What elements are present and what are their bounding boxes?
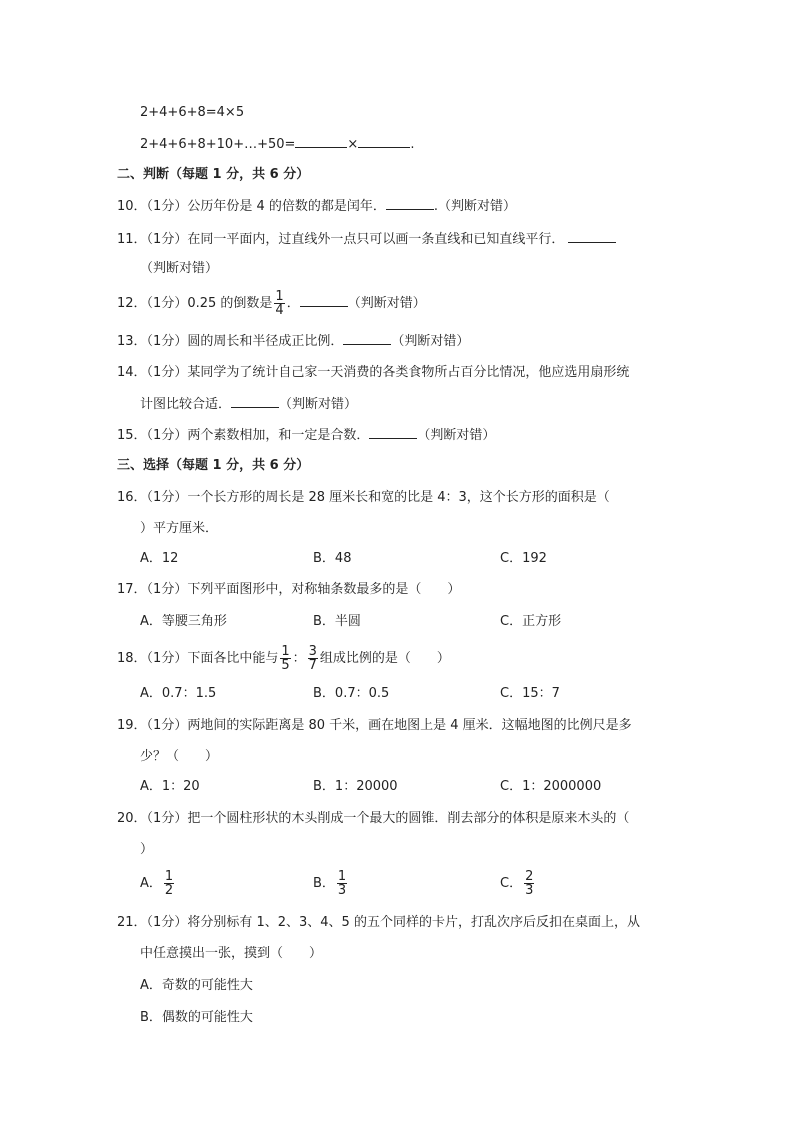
question-13: 13．（1分）圆的周长和半径成正比例． （判断对错） [117,331,469,351]
option-a[interactable]: A．12 [140,551,179,566]
fraction: $\frac{2}{3}$ [525,869,534,898]
fraction: $\frac{3}{7}$ [308,644,317,673]
question-11-tail: （判断对错） [140,261,219,276]
answer-blank[interactable] [568,229,616,243]
question-14-line-2: 计图比较合适． （判断对错） [140,394,357,414]
option-c[interactable]: C．1：2000000 [500,779,602,794]
option-b[interactable]: B．半圆 [313,614,361,629]
question-10: 10．（1分）公历年份是 4 的倍数的都是闰年． .（判断对错） [117,196,516,216]
fraction: $\frac{1}{3}$ [337,869,347,898]
option-a[interactable]: A． $\frac{1}{2}$ [140,869,174,898]
section-title-judge: 二、判断（每题 1 分，共 6 分） [117,167,310,182]
question-19: 19．（1分）两地间的实际距离是 80 千米，画在地图上是 4 厘米．这幅地图的比例尺是多 [117,718,632,733]
option-a[interactable]: A．奇数的可能性大 [140,978,253,993]
option-a[interactable]: A．1：20 [140,779,200,794]
option-c[interactable]: C．正方形 [500,614,562,629]
question-20-line-2: ） [140,842,154,857]
question-16: 16．（1分）一个长方形的周长是 28 厘米长和宽的比是 4：3，这个长方形的面积是（ [117,490,610,505]
option-a[interactable]: A．等腰三角形 [140,614,227,629]
question-11: 11．（1分）在同一平面内，过直线外一点只可以画一条直线和已知直线平行． [117,229,616,249]
option-b[interactable]: B．1：20000 [313,779,398,794]
option-b[interactable]: B．48 [313,551,352,566]
question-15: 15．（1分）两个素数相加，和一定是合数． （判断对错） [117,425,495,445]
question-16-line-2: ）平方厘米． [140,521,219,536]
question-18: 18．（1分）下面各比中能与 $\frac{1}{5}$ ： $\frac{3}{7}$ 组成比例的是（ ） [117,644,450,673]
answer-blank[interactable] [369,425,417,439]
question-19-line-2: 少？（ ） [140,749,219,764]
answer-blank[interactable] [386,196,434,210]
question-20: 20．（1分）把一个圆柱形状的木头削成一个最大的圆锥．削去部分的体积是原来木头的（ [117,811,630,826]
option-a[interactable]: A．0.7：1.5 [140,686,217,701]
fraction: $\frac{1}{5}$ [281,644,290,673]
answer-blank[interactable] [231,394,279,408]
option-b[interactable]: B． $\frac{1}{3}$ [313,869,347,898]
answer-blank[interactable] [300,293,348,307]
answer-blank[interactable] [343,331,391,345]
equation-line-1: 2+4+6+8=4×5 [140,105,245,120]
answer-blank[interactable] [358,134,410,148]
option-c[interactable]: C．15：7 [500,686,560,701]
option-b[interactable]: B．偶数的可能性大 [140,1010,253,1025]
section-title-choice: 三、选择（每题 1 分，共 6 分） [117,458,310,473]
question-17: 17．（1分）下列平面图形中，对称轴条数最多的是（ ） [117,582,461,597]
fraction: $\frac{1}{4}$ [275,289,284,318]
question-21: 21．（1分）将分别标有 1、2、3、4、5 的五个同样的卡片，打乱次序后反扣在桌面上，从 [117,915,640,930]
question-21-line-2: 中任意摸出一张，摸到（ ） [140,946,323,961]
option-c[interactable]: C． $\frac{2}{3}$ [500,869,534,898]
equation-line-2: 2+4+6+8+10+…+50= × . [140,134,414,154]
option-b[interactable]: B．0.7：0.5 [313,686,390,701]
fraction: $\frac{1}{2}$ [164,869,174,898]
question-12: 12．（1分）0.25 的倒数是 $\frac{1}{4}$ ． （判断对错） [117,289,426,318]
answer-blank[interactable] [295,134,347,148]
option-c[interactable]: C．192 [500,551,547,566]
question-14: 14．（1分）某同学为了统计自己家一天消费的各类食物所占百分比情况，他应选用扇形统 [117,365,630,380]
